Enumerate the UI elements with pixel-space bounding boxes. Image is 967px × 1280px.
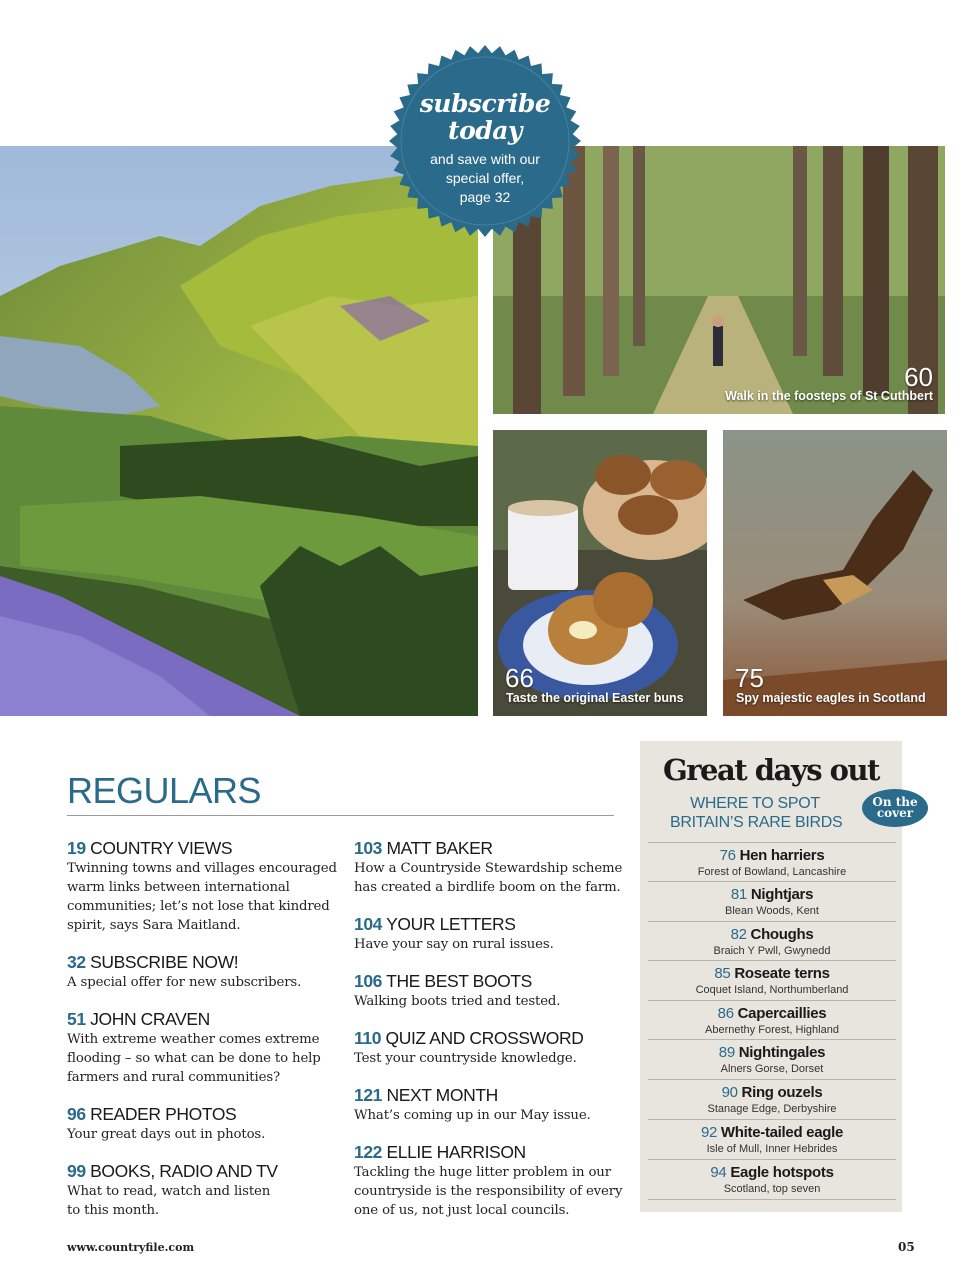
subtitle-line: BRITAIN’S RARE BIRDS	[670, 814, 843, 831]
entry-description	[354, 1106, 629, 1125]
entry-title: JOHN CRAVEN	[90, 1009, 210, 1029]
walk-caption: Walk in the foosteps of St Cuthbert	[725, 389, 933, 403]
entry-title: COUNTRY VIEWS	[90, 838, 233, 858]
on-the-cover-badge	[862, 789, 928, 827]
entry-title: MATT BAKER	[386, 838, 493, 858]
entry-desc-line: How a Countryside Stewardship scheme	[354, 861, 623, 876]
entry-desc-line: Tackling the huge litter problem in our	[354, 1165, 611, 1180]
entry-description	[354, 935, 629, 954]
entry-title: SUBSCRIBE NOW!	[90, 952, 239, 972]
subscribe-badge[interactable]	[385, 44, 585, 238]
entry-page-number: 122	[354, 1142, 382, 1162]
bird-name: Capercaillies	[737, 1005, 827, 1022]
bird-item[interactable]	[648, 842, 896, 882]
walk-page-number: 60	[904, 362, 933, 392]
bird-page-number: 82	[730, 926, 747, 943]
cover-badge-text	[862, 797, 928, 819]
entry-desc-line: Your great days out in photos.	[67, 1127, 266, 1142]
cover-badge-line: On the	[872, 795, 918, 809]
entry-desc-line: What to read, watch and listen	[67, 1184, 271, 1199]
entry-title: YOUR LETTERS	[386, 914, 516, 934]
great-days-out-title: Great days out	[663, 753, 879, 787]
entry-desc-line: Walking boots tried and tested.	[354, 994, 561, 1009]
entry-page-number: 19	[67, 838, 86, 858]
entry-desc-line: farmers and rural communities?	[67, 1070, 280, 1085]
bird-item[interactable]	[648, 960, 896, 1000]
bird-item[interactable]	[648, 1039, 896, 1079]
entry-title: THE BEST BOOTS	[386, 971, 532, 991]
bird-page-number: 81	[730, 886, 747, 903]
entry-description	[67, 1125, 342, 1144]
eagles-caption: Spy majestic eagles in Scotland	[736, 691, 926, 705]
bird-item[interactable]	[648, 1119, 896, 1159]
entry-description	[67, 859, 342, 935]
bird-location: Alners Gorse, Dorset	[720, 1063, 824, 1075]
regular-entry[interactable]	[67, 1008, 342, 1087]
bird-page-number: 76	[719, 847, 736, 864]
badge-title-line1: subscribe	[419, 89, 551, 118]
entry-title: QUIZ AND CROSSWORD	[385, 1028, 584, 1048]
bird-location: Forest of Bowland, Lancashire	[697, 866, 847, 878]
buns-caption: Taste the original Easter buns	[506, 691, 684, 705]
entry-desc-line: to this month.	[67, 1203, 159, 1218]
bird-page-number: 89	[718, 1044, 735, 1061]
entry-desc-line: Twinning towns and villages encouraged	[67, 861, 337, 876]
entry-desc-line: Have your say on rural issues.	[354, 937, 554, 952]
bird-page-number: 85	[714, 965, 731, 982]
great-days-out-subtitle	[670, 794, 843, 832]
bird-page-number: 86	[717, 1005, 734, 1022]
entry-description	[354, 1163, 629, 1220]
bird-location: Isle of Mull, Inner Hebrides	[706, 1143, 838, 1155]
entry-desc-line: has created a birdlife boom on the farm.	[354, 880, 621, 895]
eagle-photo	[723, 430, 947, 716]
bird-name: White-tailed eagle	[720, 1124, 844, 1141]
entry-desc-line: countryside is the responsibility of every	[354, 1184, 623, 1199]
bird-name: Nightjars	[750, 886, 814, 903]
entry-desc-line: one of us, not just local councils.	[354, 1203, 570, 1218]
bird-item[interactable]	[648, 1000, 896, 1040]
regulars-title: REGULARS	[67, 770, 262, 811]
panel-bottom-rule	[648, 1199, 896, 1200]
bird-name: Choughs	[750, 926, 814, 943]
entry-page-number: 32	[67, 952, 86, 972]
badge-sub-line3: page 32	[459, 189, 511, 205]
bird-location: Coquet Island, Northumberland	[695, 984, 849, 996]
bird-location: Scotland, top seven	[723, 1183, 821, 1195]
entry-desc-line: Test your countryside knowledge.	[354, 1051, 577, 1066]
regular-entry[interactable]	[354, 837, 629, 897]
entry-page-number: 104	[354, 914, 382, 934]
eagles-page-number: 75	[735, 663, 764, 693]
bird-name: Roseate terns	[734, 965, 830, 982]
entry-desc-line: A special offer for new subscribers.	[67, 975, 302, 990]
entry-desc-line: With extreme weather comes extreme	[67, 1032, 320, 1047]
regular-entry[interactable]	[67, 1103, 342, 1144]
badge-sub-line1: and save with our	[430, 151, 540, 167]
easter-buns-photo	[493, 430, 707, 716]
great-days-out-panel	[640, 741, 918, 1212]
bird-name: Nightingales	[738, 1044, 826, 1061]
entry-desc-line: What’s coming up in our May issue.	[354, 1108, 591, 1123]
entry-description	[354, 859, 629, 897]
entry-desc-line: communities; let’s not lose that kindred	[67, 899, 330, 914]
bird-item[interactable]	[648, 1079, 896, 1119]
bird-item[interactable]	[648, 921, 896, 961]
badge-title-line2: today	[448, 116, 522, 145]
page-number: 05	[898, 1240, 915, 1254]
entry-title: READER PHOTOS	[90, 1104, 237, 1124]
entry-title: NEXT MONTH	[386, 1085, 498, 1105]
entry-page-number: 121	[354, 1085, 382, 1105]
subtitle-line: WHERE TO SPOT	[690, 795, 820, 812]
bird-page-number: 94	[710, 1164, 727, 1181]
entry-description	[354, 1049, 629, 1068]
entry-desc-line: spirit, says Sara Maitland.	[67, 918, 241, 933]
entry-page-number: 110	[354, 1028, 382, 1048]
cover-badge-line: cover	[876, 806, 914, 820]
entry-title: BOOKS, RADIO AND TV	[90, 1161, 278, 1181]
entry-page-number: 106	[354, 971, 382, 991]
entry-description	[354, 992, 629, 1011]
footer-website-link[interactable]: www.countryfile.com	[67, 1241, 195, 1254]
entry-description	[67, 1182, 342, 1220]
entry-desc-line: flooding – so what can be done to help	[67, 1051, 321, 1066]
buns-page-number: 66	[505, 663, 534, 693]
bird-page-number: 92	[700, 1124, 718, 1141]
regular-entry[interactable]	[67, 951, 342, 992]
regular-entry[interactable]	[67, 1160, 342, 1220]
bird-name: Ring ouzels	[741, 1084, 823, 1101]
bird-location: Stanage Edge, Derbyshire	[707, 1103, 837, 1115]
entry-description	[67, 973, 342, 992]
regulars-divider	[67, 815, 614, 816]
entry-page-number: 96	[67, 1104, 86, 1124]
entry-desc-line: warm links between international	[67, 880, 290, 895]
bird-location: Abernethy Forest, Highland	[705, 1024, 839, 1036]
bird-name: Eagle hotspots	[730, 1164, 834, 1181]
regular-entry[interactable]	[354, 1141, 629, 1220]
entry-title: ELLIE HARRISON	[386, 1142, 526, 1162]
bird-item[interactable]	[648, 1159, 896, 1199]
badge-sub-line2: special offer,	[445, 170, 525, 186]
regular-entry[interactable]	[354, 1084, 629, 1125]
bird-item[interactable]	[648, 881, 896, 921]
entry-page-number: 51	[67, 1009, 86, 1029]
regular-entry[interactable]	[354, 970, 629, 1011]
entry-page-number: 99	[67, 1161, 86, 1181]
entry-page-number: 103	[354, 838, 382, 858]
regular-entry[interactable]	[354, 913, 629, 954]
regular-entry[interactable]	[67, 837, 342, 935]
bird-page-number: 90	[721, 1084, 738, 1101]
bird-location: Braich Y Pwll, Gwynedd	[713, 945, 831, 957]
regular-entry[interactable]	[354, 1027, 629, 1068]
bird-name: Hen harriers	[739, 847, 825, 864]
bird-location: Blean Woods, Kent	[725, 905, 819, 917]
entry-description	[67, 1030, 342, 1087]
